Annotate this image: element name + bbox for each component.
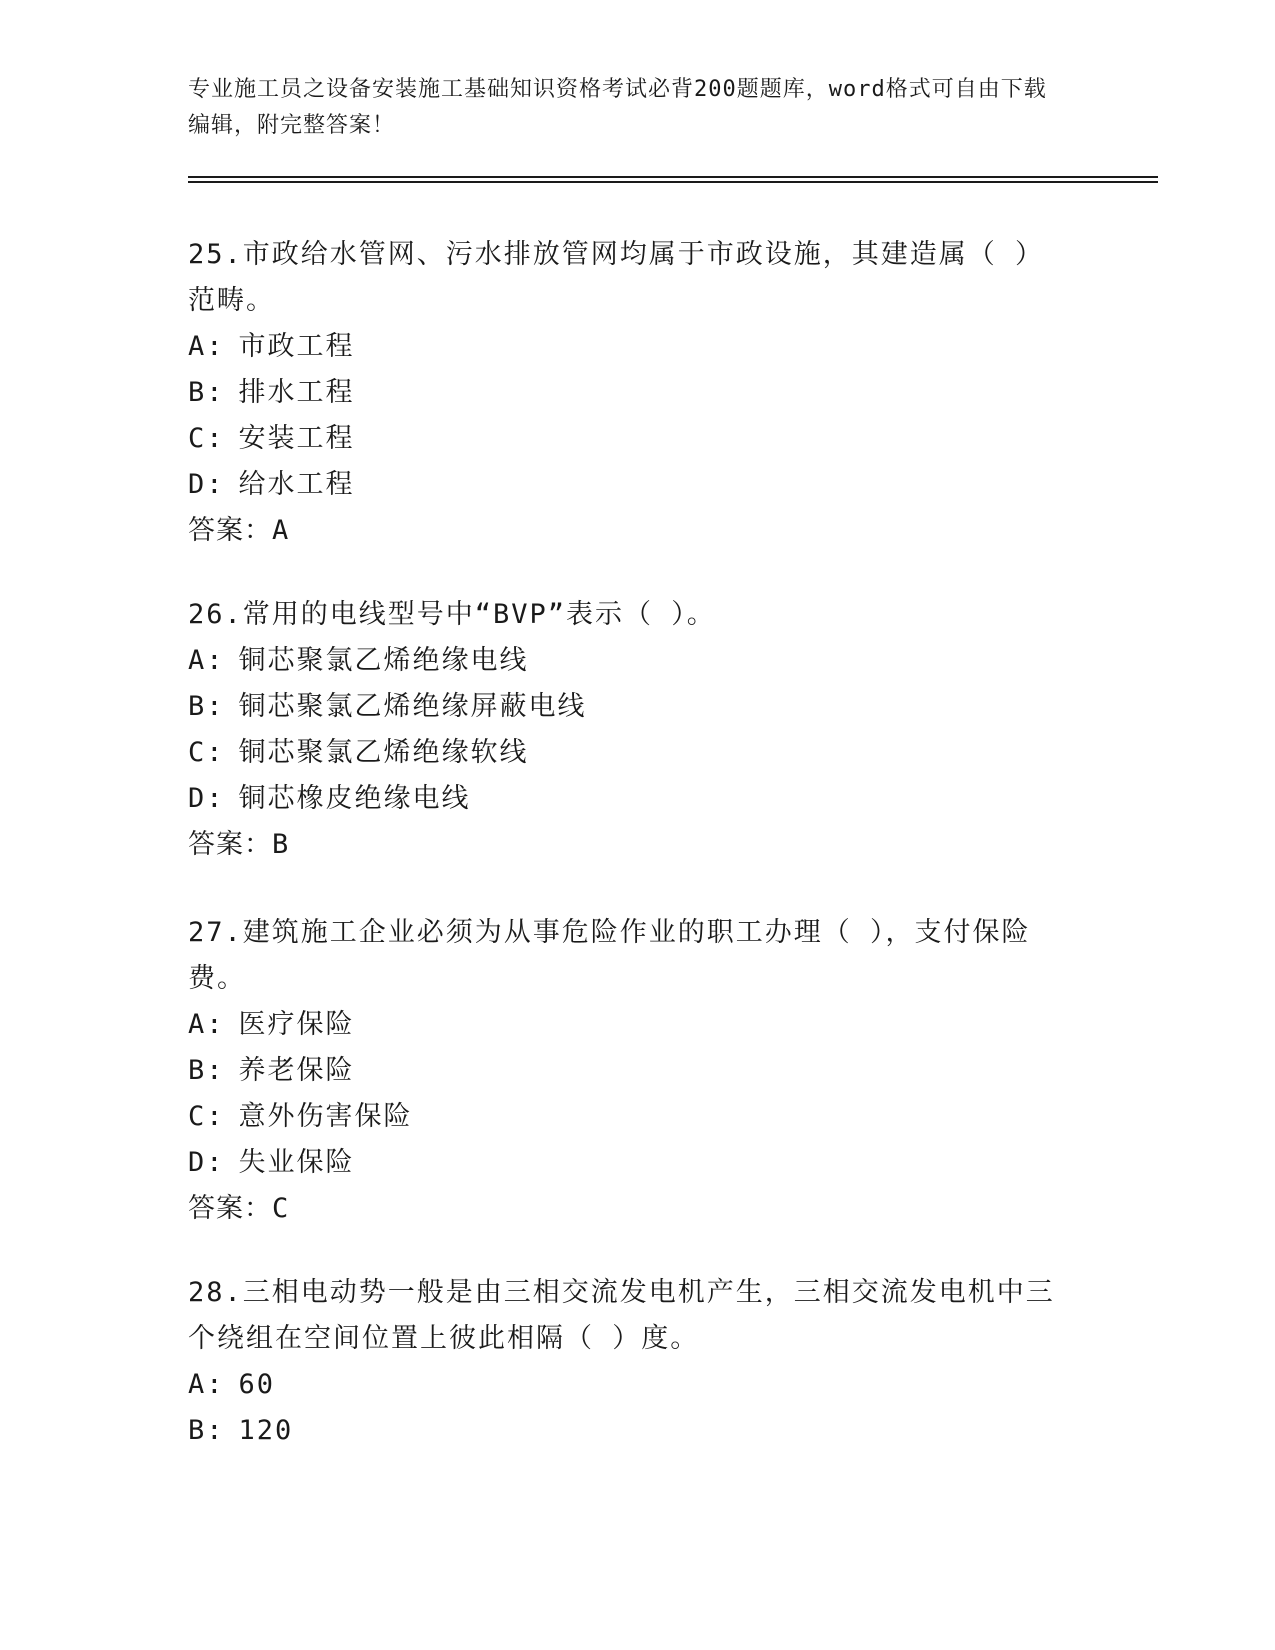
option-letter: B: (188, 691, 225, 722)
option-text: 铜芯聚氯乙烯绝缘电线 (238, 645, 529, 676)
option-b (188, 1048, 1068, 1094)
option-letter: A: (188, 645, 225, 676)
option-text: 意外伤害保险 (238, 1101, 413, 1132)
option-letter: D: (188, 469, 225, 500)
answer-label: 答案：A (188, 515, 290, 546)
option-text: 铜芯聚氯乙烯绝缘软线 (238, 737, 529, 768)
option-a (188, 1002, 1068, 1048)
document-header-title: 专业施工员之设备安装施工基础知识资格考试必背200题题库，word格式可自由下载编辑，附完整答案！ (188, 77, 1047, 138)
option-text: 给水工程 (238, 469, 355, 500)
option-text: 医疗保险 (238, 1009, 355, 1040)
option-text: 铜芯聚氯乙烯绝缘屏蔽电线 (238, 691, 587, 722)
option-b (188, 1408, 1068, 1454)
option-d (188, 462, 1068, 508)
option-letter: D: (188, 783, 225, 814)
question-25 (188, 232, 1068, 554)
option-text: 市政工程 (238, 331, 355, 362)
question-text: 26.常用的电线型号中“BVP”表示（ ）。 (188, 599, 716, 630)
option-letter: B: (188, 377, 225, 408)
option-letter: C: (188, 423, 225, 454)
header-divider-bottom (188, 181, 1158, 183)
option-a (188, 638, 1068, 684)
option-a (188, 324, 1068, 370)
question-text: 27.建筑施工企业必须为从事危险作业的职工办理（ ），支付保险费。 (188, 917, 1031, 994)
option-letter: C: (188, 1101, 225, 1132)
option-c (188, 416, 1068, 462)
option-c (188, 1094, 1068, 1140)
question-text: 25.市政给水管网、污水排放管网均属于市政设施，其建造属（ ）范畴。 (188, 239, 1045, 316)
answer-label: 答案：B (188, 829, 290, 860)
option-letter: A: (188, 331, 225, 362)
option-d (188, 1140, 1068, 1186)
option-a (188, 1362, 1068, 1408)
option-text: 120 (238, 1415, 294, 1446)
option-text: 失业保险 (238, 1147, 355, 1178)
option-c (188, 730, 1068, 776)
header-divider-top (188, 176, 1158, 178)
option-letter: B: (188, 1055, 225, 1086)
question-27 (188, 910, 1068, 1232)
answer-label: 答案：C (188, 1193, 290, 1224)
option-b (188, 370, 1068, 416)
option-letter: C: (188, 737, 225, 768)
option-letter: A: (188, 1369, 225, 1400)
option-letter: A: (188, 1009, 225, 1040)
question-text: 28.三相电动势一般是由三相交流发电机产生，三相交流发电机中三个绕组在空间位置上彼此相隔（ ）度。 (188, 1277, 1055, 1354)
option-text: 铜芯橡皮绝缘电线 (238, 783, 471, 814)
question-28 (188, 1270, 1068, 1454)
option-text: 排水工程 (238, 377, 355, 408)
option-text: 安装工程 (238, 423, 355, 454)
option-text: 养老保险 (238, 1055, 355, 1086)
option-text: 60 (238, 1369, 276, 1400)
option-b (188, 684, 1068, 730)
option-d (188, 776, 1068, 822)
option-letter: B: (188, 1415, 225, 1446)
question-26 (188, 592, 1068, 868)
option-letter: D: (188, 1147, 225, 1178)
